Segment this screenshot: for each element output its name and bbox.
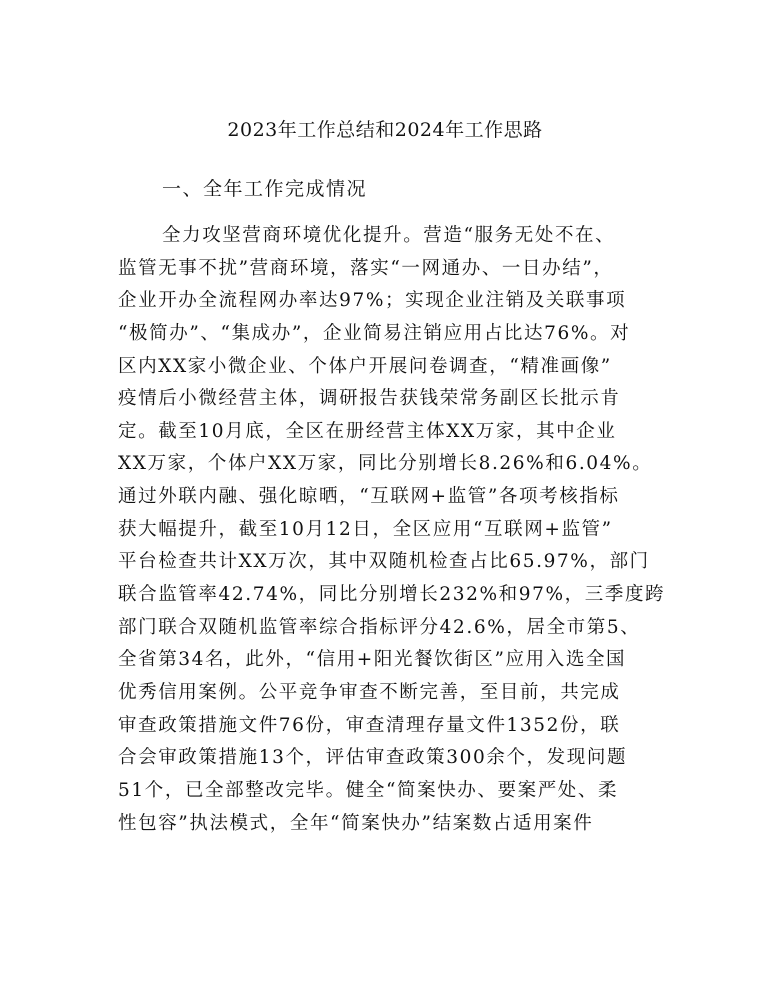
- paragraph-line: 优秀信用案例。公平竞争审查不断完善，至目前，共完成: [118, 681, 621, 703]
- paragraph-line: 全力攻坚营商环境优化提升。营造“服务无处不在、: [162, 225, 616, 246]
- section-heading: 一、全年工作完成情况: [162, 178, 368, 200]
- paragraph-line: 监管无事不扰”营商环境，落实“一网通办、一日办结”，: [118, 257, 614, 279]
- paragraph-line: 联合监管率42.74%，同比分别增长232%和97%，三季度跨: [118, 584, 666, 606]
- paragraph-line: 通过外联内融、强化晾晒，“互联网+监管”各项考核指标: [118, 486, 620, 508]
- paragraph-line: 疫情后小微经营主体，调研报告获钱荣常务副区长批示肯: [118, 388, 621, 410]
- body-paragraph: [118, 220, 666, 840]
- paragraph-line: 51个，已全部整改完毕。健全“简案快办、要案严处、柔: [118, 779, 619, 801]
- paragraph-line: 合会审政策措施13个，评估审查政策300余个，发现问题: [118, 747, 628, 769]
- document-title: 2023年工作总结和2024年工作思路: [227, 119, 543, 141]
- paragraph-line: 企业开办全流程网办率达97%；实现企业注销及关联事项: [118, 290, 627, 312]
- paragraph-line: 区内XX家小微企业、个体户开展问卷调查，“精准画像”: [118, 355, 612, 377]
- paragraph-line: 平台检查共计XX万次，其中双随机检查占比65.97%，部门: [118, 551, 650, 573]
- paragraph-line: 全省第34名，此外，“信用+阳光餐饮街区”应用入选全国: [118, 649, 627, 671]
- paragraph-line: 审查政策措施文件76份，审查清理存量文件1352份，联: [118, 714, 621, 736]
- paragraph-line: “极简办”、“集成办”，企业简易注销应用占比达76%。对: [118, 322, 631, 344]
- paragraph-line: XX万家，个体户XX万家，同比分别增长8.26%和6.04%。: [118, 453, 653, 475]
- paragraph-line: 部门联合双随机监管率综合指标评分42.6%，居全市第5、: [118, 616, 641, 638]
- paragraph-line: 获大幅提升，截至10月12日，全区应用“互联网+监管”: [118, 518, 613, 540]
- paragraph-line: 定。截至10月底，全区在册经营主体XX万家，其中企业: [118, 420, 617, 442]
- paragraph-line: 性包容”执法模式，全年“简案快办”结案数占适用案件: [118, 812, 594, 834]
